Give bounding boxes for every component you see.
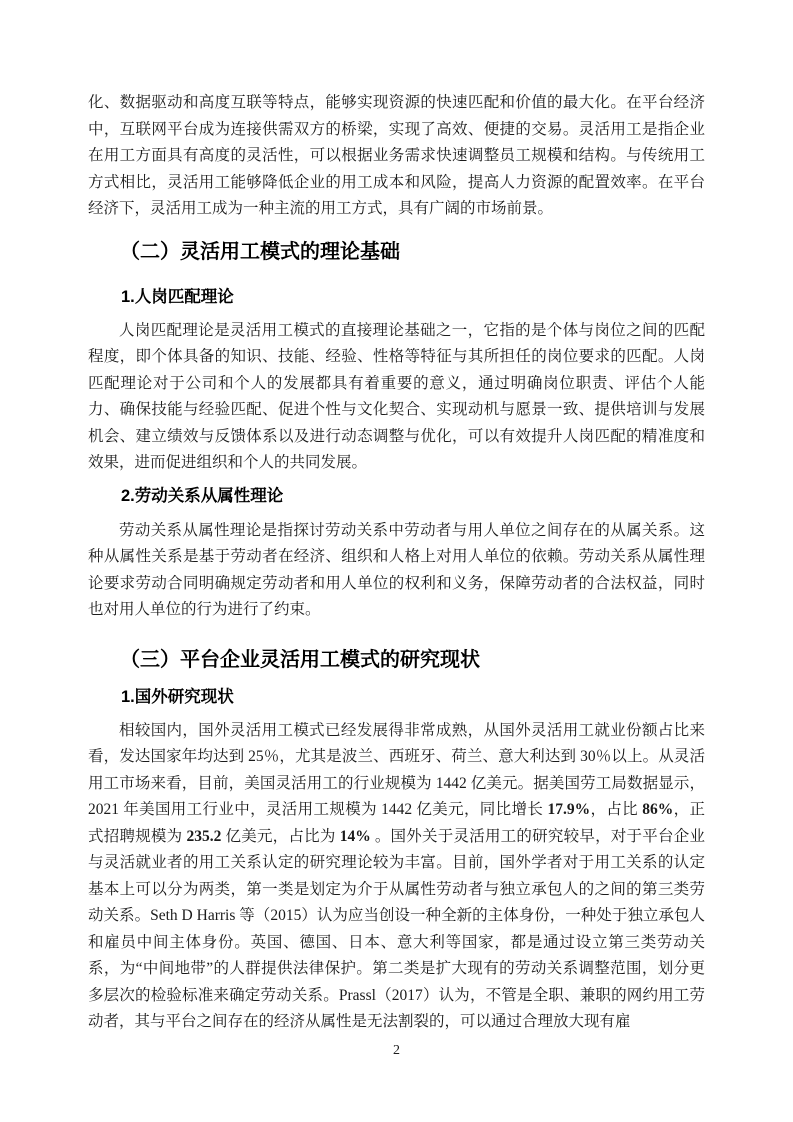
text-run: ，正式招聘规模为 [88, 801, 705, 845]
subsection-heading-person-post-match: 1.人岗匹配理论 [121, 287, 234, 306]
paragraph-platform-economy-continuation: 化、数据驱动和高度互联等特点，能够实现资源的快速匹配和价值的最大化。在平台经济中，互联网平台成为连接供需双方的桥梁，实现了高效、便捷的交易。灵活用工是指企业在用工方面具有高度的灵活性，可以根据业务需求快速调整员工规模和结构。与传统用工方式相比，灵活用工能够降低企业的用工成本和风险，提高人力资源的配置效率。在平台经济下，灵活用工成为一种主流的用工方式，具有广阔的市场前景。 [88, 94, 705, 217]
bold-statistic: 235.2 [186, 827, 222, 845]
paragraph-foreign-research-status [88, 718, 705, 1036]
bold-statistic: 86% [642, 801, 674, 818]
text-run: ，占比 [590, 801, 643, 818]
subsection-heading-labor-subordination: 2.劳动关系从属性理论 [121, 486, 284, 505]
text-run: 。国外关于灵活用工的研究较早，对于平台企业与灵活就业者的用工关系认定的研究理论较为丰富。目前，国外学者对于用工关系的认定基本上可以分为两类，第一类是划定为介于从属性劳动者与独立承包人的之间的第三类劳动关系。Seth D Harris 等（2015）认为应当创设一种全新的主体身份，一种处于独立承包人和雇员中间主体身份。英国、德国、日本、意大利等国家，都是通过设立第三类劳动关系，为“中间地带”的人群提供法律保护。第二类是扩大现有的劳动关系调整范围，划分更多层次的检验标准来确定劳动关系。Prassl（2017）认为，不管是全职、兼职的网约用工劳动者，其与平台之间存在的经济从属性是无法割裂的，可以通过合理放大现有雇 [88, 827, 705, 1030]
text-run: 亿美元，占比为 [221, 827, 340, 845]
page-number: 2 [393, 1042, 400, 1058]
bold-statistic: 17.9% [547, 801, 591, 818]
section-heading-theory-basis: （二）灵活用工模式的理论基础 [120, 240, 400, 263]
paragraph-labor-subordination-theory: 劳动关系从属性理论是指探讨劳动关系中劳动者与用人单位之间存在的从属关系。这种从属性关系是基于劳动者在经济、组织和人格上对用人单位的依赖。劳动关系从属性理论要求劳动合同明确规定劳动者和用人单位的权利和义务，保障劳动者的合法权益，同时也对用人单位的行为进行了约束。 [88, 521, 705, 618]
subsection-heading-foreign-research: 1.国外研究现状 [121, 687, 234, 706]
paragraph-person-post-match-theory: 人岗匹配理论是灵活用工模式的直接理论基础之一，它指的是个体与岗位之间的匹配程度，即个体具备的知识、技能、经验、性格等特征与其所担任的岗位要求的匹配。人岗匹配理论对于公司和个人的发展都具有着重要的意义，通过明确岗位职责、评估个人能力、确保技能与经验匹配、促进个性与文化契合、实现动机与愿景一致、提供培训与发展机会、建立绩效与反馈体系以及进行动态调整与优化，可以有效提升人岗匹配的精准度和效果，进而促进组织和个人的共同发展。 [88, 321, 705, 471]
text-run: 相较国内，国外灵活用工模式已经发展得非常成熟，从国外灵活用工就业份额占比来看，发达国家年均达到 25％，尤其是波兰、西班牙、荷兰、意大利达到 30％以上。从灵活用工市场来看，目前，美国灵活用工的行业规模为 1442 亿美元。据美国劳工局数据显示，2021 年美国用工行业中，灵活用工规模为 1442 亿美元，同比增长 [88, 721, 705, 818]
section-heading-research-status: （三）平台企业灵活用工模式的研究现状 [120, 648, 480, 671]
bold-statistic: 14% [339, 827, 371, 845]
